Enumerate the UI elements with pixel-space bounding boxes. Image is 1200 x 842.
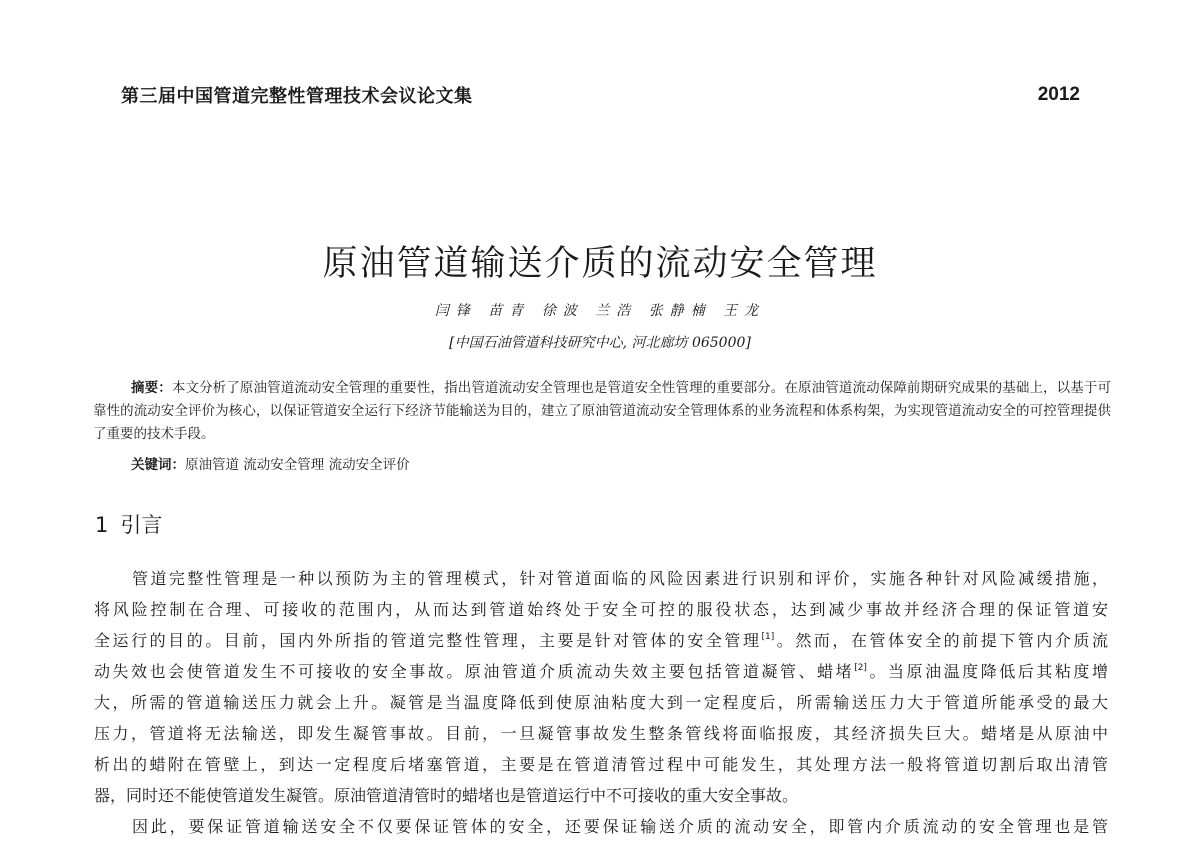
body-line: 析出的蜡附在管壁上，到达一定程度后堵塞管道，主要是在管道清管过程中可能发生，其处理方法一般将管道切割后取出清管 [94, 755, 1108, 774]
body-text: 动失效也会使管道发生不可接收的安全事故。原油管道介质流动失效主要包括管道凝管、蜡堵 [94, 662, 855, 681]
citation-ref: [2] [854, 663, 867, 673]
affiliation: [中国石油管道科技研究中心, 河北廊坊 065000] [449, 335, 751, 351]
body-line: 将风险控制在合理、可接收的范围内，从而达到管道始终处于安全可控的服役状态，达到减少事故并经济合理的保证管道安 [94, 600, 1108, 619]
abstract-label: 摘要： [131, 380, 172, 396]
keywords-text: 原油管道 流动安全管理 流动安全评价 [185, 457, 410, 473]
body-text: 。当原油温度降低后其粘度增 [866, 662, 1108, 681]
body-line [94, 625, 1108, 656]
keywords-label: 关键词： [131, 457, 185, 473]
proceedings-year: 2012 [1037, 84, 1080, 105]
body-line: 器，同时还不能使管道发生凝管。原油管道清管时的蜡堵也是管道运行中不可接收的重大安全事故。 [94, 786, 799, 805]
body-line [94, 656, 1108, 687]
section-heading [95, 509, 162, 539]
body-line: 管道完整性管理是一种以预防为主的管理模式，针对管道面临的风险因素进行识别和评价，实施各种针对风险减缓措施， [132, 569, 1108, 588]
body-line: 大，所需的管道输送压力就会上升。凝管是当温度降低到使原油粘度大到一定程度后，所需输送压力大于管道所能承受的最大 [94, 693, 1108, 712]
body-text: 全运行的目的。目前，国内外所指的管道完整性管理，主要是针对管体的安全管理 [94, 631, 762, 650]
paper-title: 原油管道输送介质的流动安全管理 [322, 244, 878, 284]
abstract-text: 本文分析了原油管道流动安全管理的重要性，指出管道流动安全管理也是管道安全性管理的重要部分。在原油管道流动保障前期研究成果的基础上，以基于可靠性的流动安全评价为核心，以保证管道安全运行下经济节能输送为目的，建立了原油管道流动安全管理体系的业务流程和体系构架，为实现管道流动安全的可控管理提供了重要的技术手段。 [93, 380, 1112, 442]
body-line: 压力，管道将无法输送，即发生凝管事故。目前，一旦凝管事故发生整条管线将面临报废，其经济损失巨大。蜡堵是从原油中 [94, 724, 1108, 743]
body-line: 因此，要保证管道输送安全不仅要保证管体的安全，还要保证输送介质的流动安全，即管内介质流动的安全管理也是管 [132, 817, 1108, 836]
keywords [131, 454, 410, 477]
body-text: 。然而，在管体安全的前提下管内介质流 [774, 631, 1108, 650]
section-number: 1 [95, 513, 109, 537]
running-header [121, 80, 1080, 110]
proceedings-title: 第三届中国管道完整性管理技术会议论文集 [121, 86, 473, 107]
citation-ref: [1] [761, 632, 775, 642]
abstract [93, 377, 1111, 446]
author-list: 闫锋 苗青 徐波 兰浩 张静楠 王龙 [434, 303, 766, 319]
section-title: 引言 [120, 513, 163, 537]
